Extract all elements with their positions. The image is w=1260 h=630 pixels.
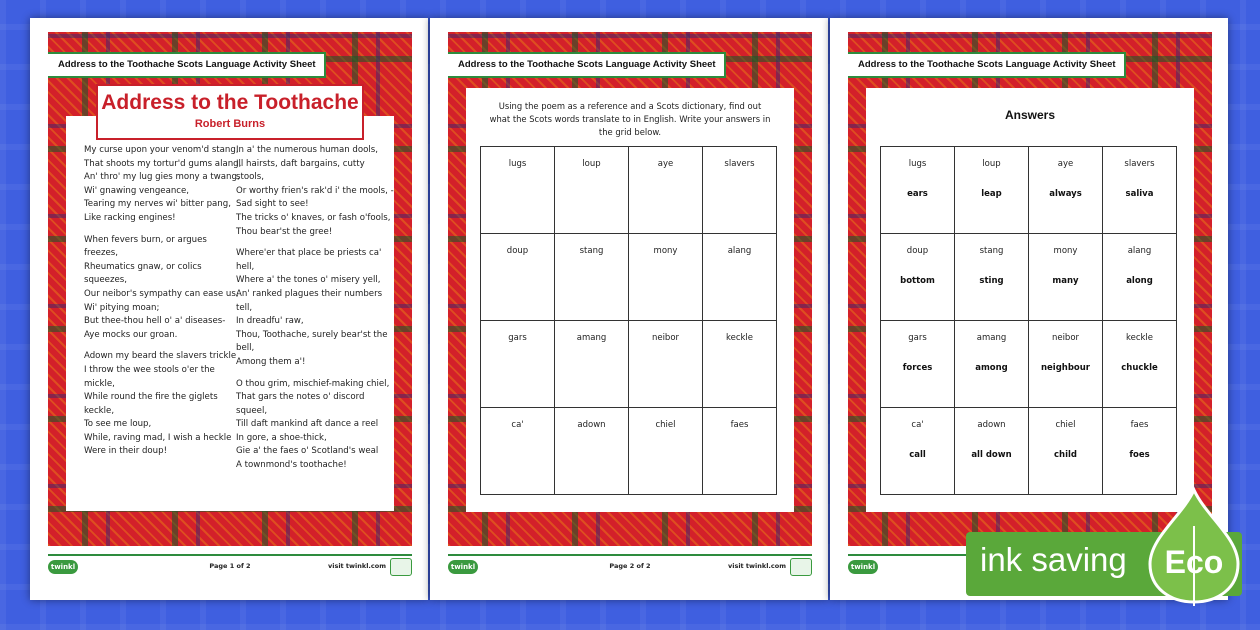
- scots-word: chiel: [655, 420, 676, 430]
- english-answer: always: [1049, 189, 1082, 199]
- poem-line: Where'er that place be priests ca' hell,: [236, 248, 382, 272]
- ink-saving-text: ink saving: [980, 541, 1127, 578]
- grid-cell[interactable]: [481, 234, 555, 321]
- poem-line: Like racking engines!: [84, 212, 176, 223]
- poem-line: Were in their doup!: [84, 446, 168, 457]
- poem-line: In gore, a shoe-thick,: [236, 432, 327, 443]
- scots-word: loup: [582, 159, 601, 169]
- grid-cell: [1103, 147, 1177, 234]
- scots-word: lugs: [908, 159, 927, 169]
- poem-line: Our neibor's sympathy can ease us,: [84, 288, 239, 299]
- scots-word: loup: [982, 159, 1001, 169]
- grid-cell: [1103, 321, 1177, 408]
- twinkl-logo: twinkl: [448, 560, 478, 574]
- english-answer: ears: [907, 189, 928, 199]
- sheet-title: Address to the Toothache Scots Language Activity Sheet: [848, 52, 1126, 78]
- english-answer: along: [1126, 276, 1153, 286]
- grid-cell[interactable]: [703, 234, 777, 321]
- poem-line: While, raving mad, I wish a heckle: [84, 432, 232, 443]
- grid-cell[interactable]: [481, 321, 555, 408]
- poem-line: To see me loup,: [84, 419, 152, 430]
- grid-cell[interactable]: [555, 321, 629, 408]
- poem-title-box: [96, 84, 364, 140]
- scots-word: aye: [1057, 159, 1074, 169]
- english-answer: foes: [1129, 450, 1150, 460]
- twinkl-logo: twinkl: [848, 560, 878, 574]
- poem-column-1: [84, 144, 242, 467]
- english-answer: saliva: [1125, 189, 1154, 199]
- scots-word: alang: [727, 246, 752, 256]
- grid-cell[interactable]: [481, 408, 555, 495]
- grid-cell: [881, 234, 955, 321]
- grid-row: [481, 408, 777, 495]
- poem-column-2: [236, 144, 394, 481]
- poem-line: That shoots my tortur'd gums alang,: [84, 158, 242, 169]
- grid-cell[interactable]: [555, 408, 629, 495]
- english-answer: forces: [902, 363, 933, 373]
- scots-word: adown: [577, 420, 606, 430]
- scots-word: neibor: [1051, 333, 1080, 343]
- scots-word: amang: [576, 333, 607, 343]
- scots-word: slavers: [724, 159, 755, 169]
- twinkl-logo: twinkl: [48, 560, 78, 574]
- instructions: Using the poem as a reference and a Scots dictionary, find out what the Scots words translate to in English. Write your answers in the grid below.: [489, 101, 771, 137]
- grid-cell[interactable]: [629, 147, 703, 234]
- activity-panel: [466, 88, 794, 512]
- poem-line: My curse upon your venom'd stang,: [84, 145, 239, 155]
- english-answer: call: [909, 450, 926, 460]
- scots-word: amang: [976, 333, 1007, 343]
- poem-line: Wi' pitying moan;: [84, 302, 160, 313]
- poem-line: When fevers burn, or argues freezes,: [84, 234, 207, 259]
- poem-line: Rheumatics gnaw, or colics squeezes,: [84, 261, 202, 286]
- poem-line: Where a' the tones o' misery yell,: [236, 275, 381, 286]
- scots-word: stang: [579, 246, 604, 256]
- english-answer: leap: [981, 189, 1002, 199]
- page-number: Page 2 of 2: [609, 562, 651, 570]
- poem-line: In dreadfu' raw,: [236, 316, 304, 327]
- poem-line: The tricks o' knaves, or fash o'fools,: [236, 212, 391, 223]
- grid-cell[interactable]: [703, 408, 777, 495]
- poem-line: Among them a'!: [236, 356, 306, 367]
- poem-stanza: [84, 350, 242, 459]
- grid-cell: [1029, 321, 1103, 408]
- scots-word: doup: [906, 246, 929, 256]
- grid-cell[interactable]: [629, 321, 703, 408]
- poem-line: Or worthy frien's rak'd i' the mools, -: [236, 185, 394, 196]
- grid-cell: [955, 408, 1029, 495]
- grid-row: [881, 408, 1177, 495]
- english-answer: all down: [971, 450, 1012, 460]
- poem-line: Thou bear'st the gree!: [236, 226, 333, 237]
- grid-cell: [881, 147, 955, 234]
- scots-word: gars: [508, 333, 527, 343]
- poem-line: That gars the notes o' discord squeel,: [236, 392, 365, 416]
- scots-word: chiel: [1055, 420, 1076, 430]
- poem-line: An' ranked plagues their numbers tell,: [236, 288, 383, 313]
- poem-title: Address to the Toothache: [101, 91, 359, 114]
- page-footer: [448, 554, 812, 578]
- poem-stanza: [236, 247, 394, 369]
- english-answer: neighbour: [1040, 363, 1091, 373]
- english-answer: child: [1053, 450, 1077, 460]
- scots-word: slavers: [1124, 159, 1155, 169]
- grid-cell[interactable]: [703, 321, 777, 408]
- english-answer: among: [975, 363, 1008, 373]
- poem-line: Tearing my nerves wi' bitter pang,: [84, 199, 231, 210]
- poem-line: A townmond's toothache!: [236, 460, 347, 471]
- poem-line: Adown my beard the slavers trickle: [84, 351, 237, 362]
- scots-word: doup: [506, 246, 529, 256]
- worksheet-page-1[interactable]: [30, 18, 428, 600]
- poem-line: Aye mocks our groan.: [84, 329, 178, 340]
- poem-stanza: [84, 234, 242, 343]
- page-footer: [48, 554, 412, 578]
- grid-row: [481, 321, 777, 408]
- english-answer: many: [1052, 276, 1079, 286]
- scots-word: faes: [730, 420, 749, 430]
- eco-label: Eco: [1164, 544, 1224, 580]
- grid-cell: [955, 234, 1029, 321]
- grid-cell: [1103, 234, 1177, 321]
- answers-grid: [880, 146, 1177, 495]
- scots-word: gars: [908, 333, 927, 343]
- grid-cell[interactable]: [481, 147, 555, 234]
- scots-word: neibor: [651, 333, 680, 343]
- scots-word: aye: [657, 159, 674, 169]
- english-answer: bottom: [900, 276, 935, 286]
- poem-line: An' thro' my lug gies mony a twang,: [84, 172, 240, 183]
- scots-word: keckle: [1125, 333, 1154, 343]
- scots-word: adown: [977, 420, 1006, 430]
- poem-line: In a' the numerous human dools,: [236, 145, 378, 155]
- poem-line: Till daft mankind aft dance a reel: [236, 419, 379, 430]
- sheet-title: Address to the Toothache Scots Language Activity Sheet: [48, 52, 326, 78]
- activity-grid: [480, 146, 777, 495]
- poem-line: Ill hairsts, daft bargains, cutty stools,: [236, 158, 365, 183]
- worksheet-page-2[interactable]: [430, 18, 828, 600]
- grid-cell[interactable]: [629, 234, 703, 321]
- scots-word: ca': [511, 420, 524, 430]
- checked-badge-icon: [790, 558, 812, 576]
- site-link[interactable]: visit twinkl.com: [327, 562, 386, 570]
- english-answer: sting: [979, 276, 1004, 286]
- answers-panel: [866, 88, 1194, 512]
- grid-cell: [1103, 408, 1177, 495]
- grid-row: [481, 234, 777, 321]
- scots-word: mony: [1053, 246, 1078, 256]
- scots-word: stang: [979, 246, 1004, 256]
- poem-line: I throw the wee stools o'er the mickle,: [84, 364, 215, 389]
- page-number: Page 1 of 2: [209, 562, 251, 570]
- grid-row: [481, 147, 777, 234]
- scots-word: keckle: [725, 333, 754, 343]
- sheet-title: Address to the Toothache Scots Language Activity Sheet: [448, 52, 726, 78]
- grid-cell: [1029, 408, 1103, 495]
- poem-line: O thou grim, mischief-making chiel,: [236, 378, 390, 389]
- poem-stanza: [84, 144, 242, 226]
- grid-cell: [881, 321, 955, 408]
- scots-word: lugs: [508, 159, 527, 169]
- poem-line: While round the fire the giglets keckle,: [84, 392, 218, 416]
- grid-cell: [955, 321, 1029, 408]
- grid-cell: [1029, 147, 1103, 234]
- poem-line: Thou, Toothache, surely bear'st the bell,: [236, 329, 388, 354]
- scots-word: faes: [1130, 420, 1149, 430]
- grid-row: [881, 147, 1177, 234]
- scots-word: alang: [1127, 246, 1152, 256]
- poem-author: Robert Burns: [194, 118, 266, 130]
- grid-cell[interactable]: [703, 147, 777, 234]
- english-answer: chuckle: [1121, 363, 1158, 373]
- grid-cell[interactable]: [555, 234, 629, 321]
- grid-cell: [955, 147, 1029, 234]
- poem-panel: [66, 116, 394, 511]
- poem-stanza: [236, 144, 394, 239]
- scots-word: ca': [911, 420, 924, 430]
- poem-stanza: [236, 378, 394, 473]
- poem-line: Gie a' the faes o' Scotland's weal: [236, 446, 379, 457]
- grid-row: [881, 234, 1177, 321]
- grid-cell: [1029, 234, 1103, 321]
- scots-word: mony: [653, 246, 678, 256]
- answers-title: Answers: [1004, 108, 1056, 122]
- grid-cell[interactable]: [555, 147, 629, 234]
- poem-line: Sad sight to see!: [236, 199, 309, 210]
- checked-badge-icon: [390, 558, 412, 576]
- grid-cell: [881, 408, 955, 495]
- poem-line: Wi' gnawing vengeance,: [84, 185, 190, 196]
- poem-line: But thee-thou hell o' a' diseases-: [84, 316, 226, 327]
- grid-cell[interactable]: [629, 408, 703, 495]
- grid-row: [881, 321, 1177, 408]
- site-link[interactable]: visit twinkl.com: [727, 562, 786, 570]
